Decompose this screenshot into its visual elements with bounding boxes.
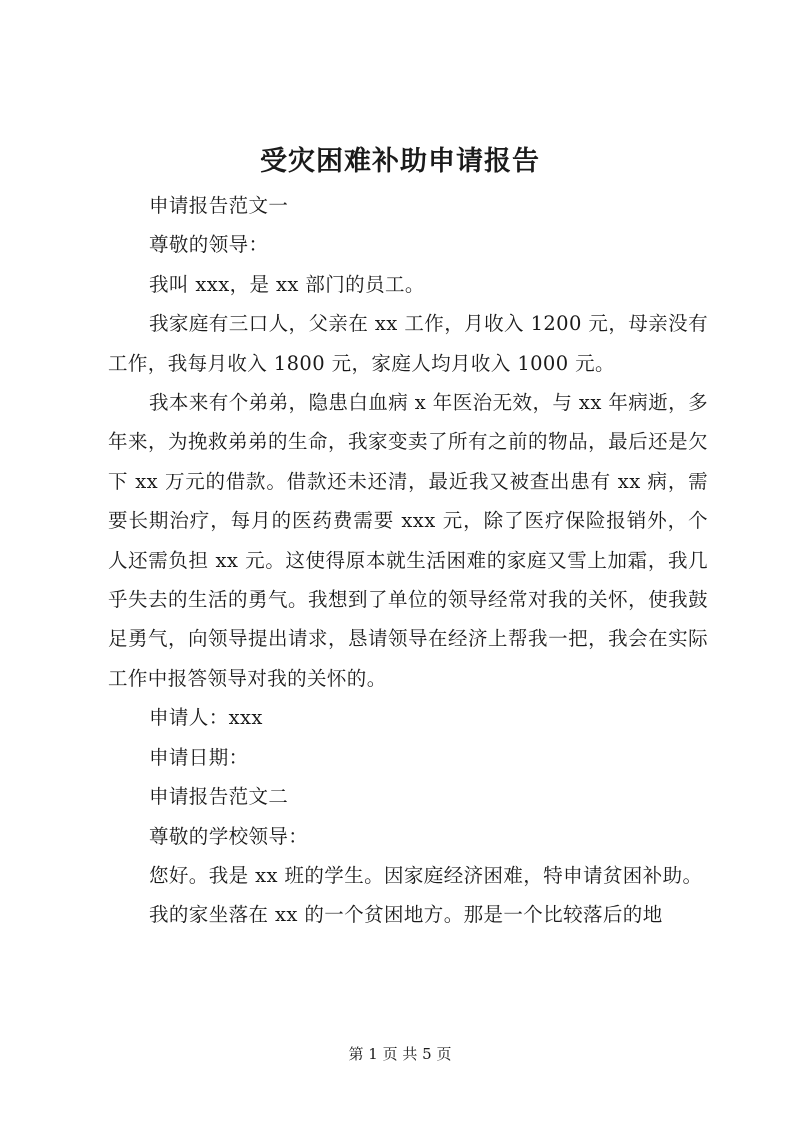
paragraph-hardship-details: 我本来有个弟弟，隐患白血病 x 年医治无效，与 xx 年病逝，多年来，为挽救弟弟的生命，我家变卖了所有之前的物品，最后还是欠下 xx 万元的借款。借款还未还清，最近我又被查出患有 xx 病，需要长期治疗，每月的医药费需要 xxx 元，除了医疗保险报销外，个人还需负担 xx 元。这使得原本就生活困难的家庭又雪上加霜，我几乎失去的生活的勇气。我想到了单位的领导经常对我的关怀，使我鼓足勇气，向领导提出请求，恳请领导在经济上帮我一把，我会在实际工作中报答领导对我的关怀的。 — [108, 391, 708, 690]
paragraph-family-income: 我家庭有三口人，父亲在 xx 工作，月收入 1200 元，母亲没有工作，我每月收入 1800 元，家庭人均月收入 1000 元。 — [108, 312, 708, 375]
paragraph-sample-two-heading: 申请报告范文二 — [149, 785, 289, 809]
paragraph-home-description: 我的家坐落在 xx 的一个贫困地方。那是一个比较落后的地 — [149, 903, 663, 927]
document-body — [108, 186, 708, 935]
paragraph-introduction: 我叫 xxx，是 xx 部门的员工。 — [149, 272, 425, 296]
page-number-footer: 第 1 页 共 5 页 — [348, 1045, 452, 1063]
document-title: 受灾困难补助申请报告 — [260, 146, 540, 177]
paragraph-applicant: 申请人：xxx — [149, 706, 263, 730]
paragraph-greeting-request: 您好。我是 xx 班的学生。因家庭经济困难，特申请贫困补助。 — [149, 863, 703, 887]
paragraph-application-date: 申请日期： — [149, 745, 249, 769]
paragraph-sample-one-heading: 申请报告范文一 — [149, 194, 289, 217]
paragraph-salutation: 尊敬的领导： — [149, 233, 269, 257]
paragraph-school-salutation: 尊敬的学校领导： — [149, 824, 309, 848]
